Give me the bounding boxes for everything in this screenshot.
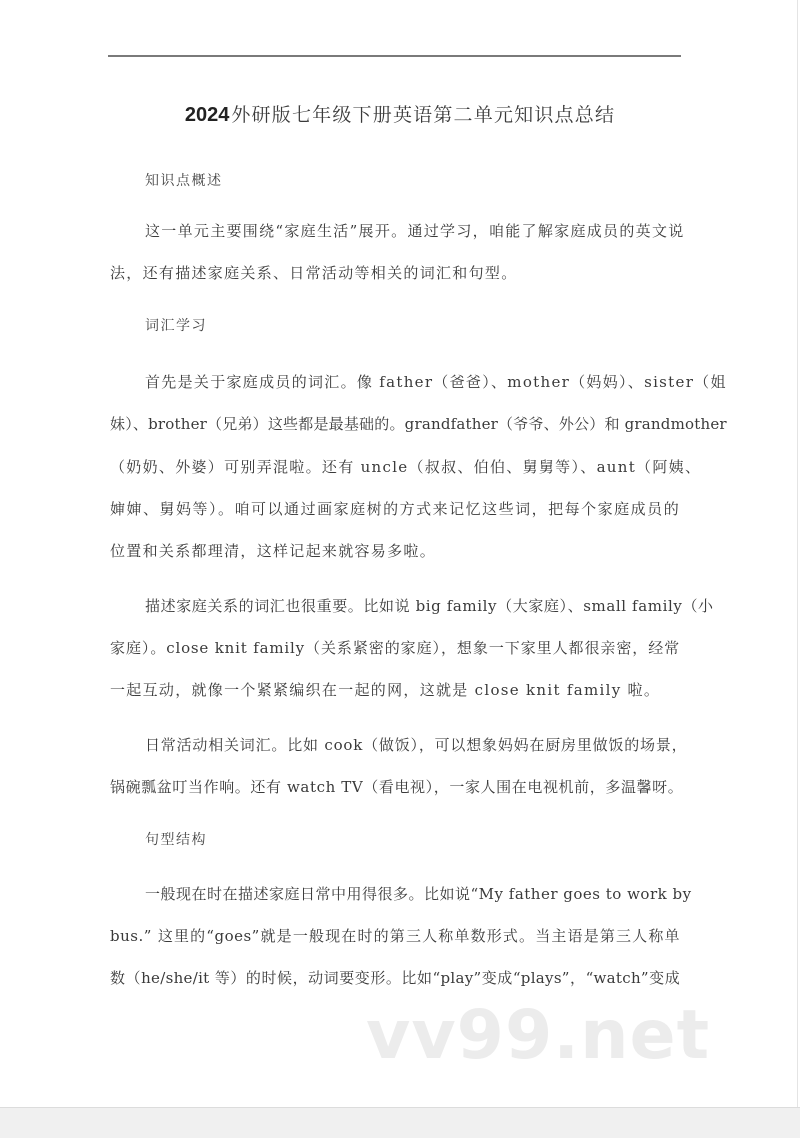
paragraph-line: 位置和关系都理清，这样记起来就容易多啦。 [110,542,437,560]
document-title [0,100,800,127]
paragraph-line: bus.” 这里的“goes”就是一般现在时的第三人称单数形式。当主语是第三人称单 [110,927,680,945]
title-year: 2024 [184,104,230,126]
title-text: 外研版七年级下册英语第二单元知识点总结 [231,104,616,126]
paragraph-line: 描述家庭关系的词汇也很重要。比如说 big family（大家庭）、small family（小 [145,597,714,615]
paragraph-line: 日常活动相关词汇。比如 cook（做饭），可以想象妈妈在厨房里做饭的场景， [145,736,688,754]
section-heading-sentence-structure: 句型结构 [145,832,207,848]
paragraph-line: 妹）、brother（兄弟）这些都是最基础的。grandfather（爷爷、外公）和 grandmother [110,415,727,433]
section-heading-overview: 知识点概述 [145,173,223,189]
header-rule [108,55,681,57]
watermark: vv99.net [366,996,711,1075]
paragraph-line: 这一单元主要围绕“家庭生活”展开。通过学习，咱能了解家庭成员的英文说 [145,222,685,240]
paragraph-line: 家庭）。close knit family（关系紧密的家庭），想象一下家里人都很亲密，经常 [110,639,680,657]
paragraph-line: 数（he/she/it 等）的时候，动词要变形。比如“play”变成“plays”，“watch”变成 [110,969,680,987]
paragraph-line: （奶奶、外婆）可别弄混啦。还有 uncle（叔叔、伯伯、舅舅等）、aunt（阿姨、 [110,458,702,476]
paragraph-line: 一般现在时在描述家庭日常中用得很多。比如说“My father goes to work by [145,885,692,903]
paragraph-line: 锅碗瓢盆叮当作响。还有 watch TV（看电视），一家人围在电视机前，多温馨呀。 [110,778,684,796]
section-heading-vocabulary: 词汇学习 [145,318,207,334]
paragraph-line: 一起互动，就像一个紧紧编织在一起的网，这就是 close knit family 啦。 [110,681,661,699]
paragraph-line: 法，还有描述家庭关系、日常活动等相关的词汇和句型。 [110,264,518,282]
page-bottom-edge [0,1107,800,1138]
paragraph-line: 首先是关于家庭成员的词汇。像 father（爸爸）、mother（妈妈）、sister（姐 [145,373,727,391]
paragraph-line: 婶婶、舅妈等）。咱可以通过画家庭树的方式来记忆这些词，把每个家庭成员的 [110,500,680,518]
